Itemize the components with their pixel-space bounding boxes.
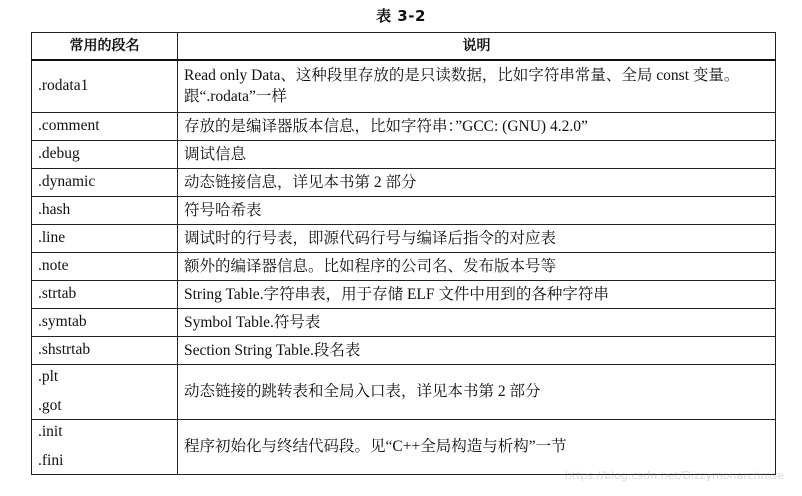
section-name-cell xyxy=(32,308,178,336)
section-description: 符号哈希表 xyxy=(178,196,776,224)
table-row xyxy=(32,280,776,308)
section-name-cell xyxy=(32,336,178,364)
section-description: Section String Table.段名表 xyxy=(178,336,776,364)
section-description: Read only Data、这种段里存放的是只读数据，比如字符串常量、全局 const 变量。跟“.rodata”一样 xyxy=(178,60,776,112)
section-name: .line xyxy=(38,229,66,246)
section-description: 存放的是编译器版本信息，比如字符串：”GCC: (GNU) 4.2.0” xyxy=(178,112,776,140)
section-description: 调试时的行号表，即源代码行号与编译后指令的对应表 xyxy=(178,224,776,252)
section-description: 调试信息 xyxy=(178,140,776,168)
table-row xyxy=(32,60,776,112)
section-name-cell xyxy=(32,224,178,252)
section-description: Symbol Table.符号表 xyxy=(178,308,776,336)
section-name: .strtab xyxy=(38,285,77,302)
section-name: .rodata1 xyxy=(38,77,89,95)
section-name: .fini xyxy=(38,452,64,469)
section-name: .dynamic xyxy=(38,173,96,190)
section-description: 动态链接的跳转表和全局入口表，详见本书第 2 部分 xyxy=(178,364,776,419)
section-name: .comment xyxy=(38,117,100,134)
section-name-cell xyxy=(32,112,178,140)
table-row xyxy=(32,168,776,196)
section-name: .plt xyxy=(38,368,59,385)
table-row xyxy=(32,140,776,168)
section-name-cell xyxy=(32,140,178,168)
section-name: .shstrtab xyxy=(38,341,91,358)
header-description: 说明 xyxy=(178,33,776,61)
table-row xyxy=(32,336,776,364)
table-row xyxy=(32,419,776,474)
watermark: https://blog.csdn.net/Dizzymonarchrose xyxy=(564,469,784,482)
section-name-cell xyxy=(32,168,178,196)
section-name: .hash xyxy=(38,201,71,218)
table-row xyxy=(32,364,776,419)
table-header-row xyxy=(32,33,776,61)
section-name-cell xyxy=(32,419,178,474)
header-section-name: 常用的段名 xyxy=(32,33,178,61)
section-name-cell xyxy=(32,364,178,419)
table-row xyxy=(32,112,776,140)
section-names-table xyxy=(31,32,776,475)
section-name: .symtab xyxy=(38,313,87,330)
section-description: 动态链接信息，详见本书第 2 部分 xyxy=(178,168,776,196)
section-name: .got xyxy=(38,397,62,414)
section-name-cell xyxy=(32,60,178,112)
table-caption: 表 3-2 xyxy=(376,7,426,25)
table-row xyxy=(32,252,776,280)
section-name-cell xyxy=(32,252,178,280)
table-row xyxy=(32,308,776,336)
section-description: 程序初始化与终结代码段。见“C++全局构造与析构”一节 xyxy=(178,419,776,474)
section-name: .debug xyxy=(38,145,80,162)
section-name: .note xyxy=(38,257,69,274)
section-name-cell xyxy=(32,196,178,224)
section-description: 额外的编译器信息。比如程序的公司名、发布版本号等 xyxy=(178,252,776,280)
section-description: String Table.字符串表，用于存储 ELF 文件中用到的各种字符串 xyxy=(178,280,776,308)
table-row xyxy=(32,196,776,224)
section-name: .init xyxy=(38,423,63,440)
table-row xyxy=(32,224,776,252)
section-name-cell xyxy=(32,280,178,308)
